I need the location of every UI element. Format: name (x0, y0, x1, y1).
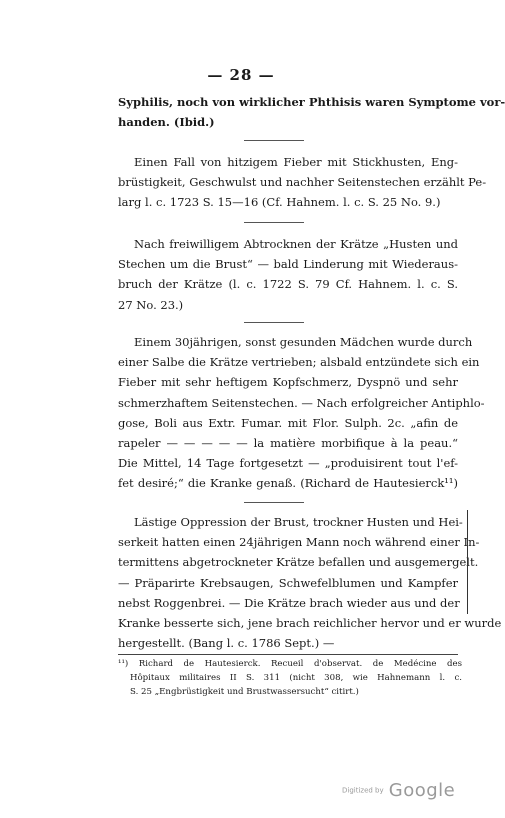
text-line: 27 No. 23.) (118, 297, 184, 312)
paragraph-4 (118, 332, 485, 494)
google-logo: Google (388, 780, 456, 801)
text-line: hergestellt. (Bang l. c. 1786 Sept.) — (118, 636, 335, 651)
paragraph-3 (118, 234, 458, 315)
text-line: serkeit hatten einen 24jährigen Mann noch während einer In- (118, 535, 480, 550)
text-line: Fieber mit sehr heftigem Kopfschmerz, Dyspnö und sehr (118, 375, 458, 390)
text-line: Stechen um die Brust“ — bald Linderung mit Wiederaus- (118, 257, 458, 272)
text-line: larg l. c. 1723 S. 15—16 (Cf. Hahnem. l. c. S. 25 No. 9.) (118, 195, 441, 210)
text-line: Lästige Oppression der Brust, trockner Husten und Hei- (134, 515, 463, 529)
text-line: handen. (Ibid.) (118, 115, 215, 130)
paragraph-1 (118, 92, 505, 132)
section-divider (244, 322, 304, 323)
digitized-by-google-watermark (342, 780, 455, 801)
text-line: Kranke besserte sich, jene brach reichlicher hervor und er wurde (118, 616, 502, 631)
text-line: termittens abgetrockneter Krätze befallen und ausgemergelt. (118, 555, 479, 570)
section-divider (244, 140, 304, 141)
page-number: — 28 — (207, 66, 275, 84)
footnote-line: S. 25 „Engbrüstigkeit und Brustwassersucht“ citirt.) (130, 687, 359, 697)
text-line: Einen Fall von hitzigem Fieber mit Stickhusten, Eng- (134, 155, 458, 169)
text-line: Die Mittel, 14 Tage fortgesetzt — „produisirent tout l'ef- (118, 456, 458, 471)
text-line: Nach freiwilligem Abtrocknen der Krätze „Husten und (134, 237, 458, 251)
text-line: — Präparirte Krebsaugen, Schwefelblumen und Kampfer (118, 575, 458, 590)
paragraph-2 (118, 152, 487, 213)
section-divider (244, 502, 304, 503)
section-divider (244, 222, 304, 223)
text-line: fet desiré;“ die Kranke genaß. (Richard de Hautesierck¹¹) (118, 476, 458, 491)
margin-line (467, 510, 468, 614)
watermark-prefix: Digitized by (342, 786, 384, 795)
footnote-line: ¹¹) Richard de Hautesierck. Recueil d'observat. de Medécine des (118, 659, 462, 669)
footnote-line: Hôpitaux militaires II S. 311 (nicht 308, wie Hahnemann l. c. (130, 673, 462, 683)
text-line: Einem 30jährigen, sonst gesunden Mädchen wurde durch (134, 335, 473, 349)
text-line: einer Salbe die Krätze vertrieben; alsbald entzündete sich ein (118, 355, 480, 370)
footnote-divider (118, 654, 458, 655)
text-line: gose, Boli aus Extr. Fumar. mit Flor. Sulph. 2c. „afin de (118, 415, 458, 430)
text-line: brüstigkeit, Geschwulst und nachher Seitenstechen erzählt Pe- (118, 175, 487, 190)
text-line: Syphilis, noch von wirklicher Phthisis waren Symptome vor- (118, 95, 505, 109)
text-line: rapeler — — — — — la matière morbifique à la peau.“ (118, 436, 458, 451)
text-line: nebst Roggenbrei. — Die Krätze brach wieder aus und der (118, 595, 460, 610)
footnote (118, 657, 462, 699)
text-line: schmerzhaftem Seitenstechen. — Nach erfolgreicher Antiphlo- (118, 395, 485, 410)
paragraph-5 (118, 512, 502, 653)
text-line: bruch der Krätze (l. c. 1722 S. 79 Cf. Hahnem. l. c. S. (118, 277, 458, 292)
